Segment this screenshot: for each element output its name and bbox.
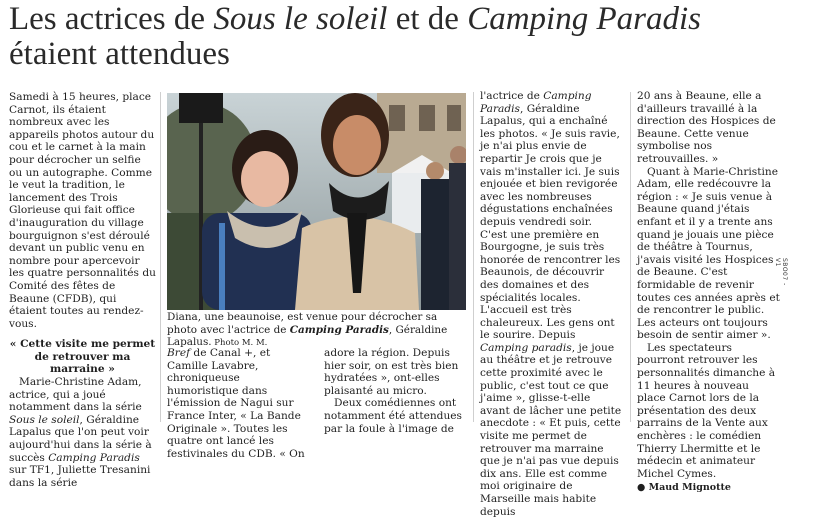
column-divider: [630, 92, 631, 422]
paragraph: Quant à Marie-Christine Adam, elle redécouvre la région : « Je suis venue à Beaune quand j'étais enfant et il y a trente ans quand je jouais une pièce de théâtre à Tournus, j'avais visité les Hospices de Beaune. C'est formidable de revenir toutes ces années après et de rencontrer le public. Les acteurs ont toujours besoin de sentir aimer ».: [637, 165, 780, 342]
headline-show-title: Camping Paradis: [467, 1, 701, 37]
column-divider: [473, 92, 474, 422]
article-column-5: [637, 90, 780, 495]
paragraph: 20 ans à Beaune, elle a d'ailleurs travaillé à la direction des Hospices de Beaune. Cette venue symbolise nos retrouvailles. »: [637, 90, 776, 165]
headline-text: Les actrices de: [9, 1, 214, 37]
article-column-2: [167, 347, 310, 460]
photo-credit: Photo M. M.: [211, 338, 268, 349]
paragraph: Les spectateurs pourront retrouver les personnalités dimanche à 11 heures à nouveau place Carnot lors de la présentation des deux parrains de la Vente aux enchères : le comédien Thierry Lhermitte et le médecin et animateur Michel Cymes.: [637, 341, 776, 480]
paragraph: l'actrice de Camping Paradis, Géraldine Lapalus, qui a enchaîné les photos. « Je suis ravie, je n'ai plus envie de repartir Je crois que je vais m'installer ici. Je suis enjouée et bien revigorée avec les nombreuses dégustations enchaînées depuis vendredi soir. C'est une première en Bourgogne, je suis très honorée de rencontrer les Beaunois, de découvrir des domaines et des spécialités locales. L'accueil est très chaleureux. Les gens ont le sourire. Depuis Camping paradis, je joue au théâtre et je retrouve cette proximité avec le public, c'est tout ce que j'aime », glisse-t-elle avant de lâcher une petite anecdote : « Et puis, cette visite me permet de retrouver ma marraine que je n'ai pas vue depuis dix ans. Elle est comme moi originaire de Marseille mais habite depuis: [480, 90, 622, 518]
paragraph: Deux comédiennes ont notamment été attendues par la foule à l'image de: [324, 397, 462, 435]
article-column-1: [9, 91, 156, 489]
headline-show-title: Sous le soleil: [213, 1, 388, 37]
article-photo: [167, 93, 466, 310]
column-divider: [160, 92, 161, 422]
paragraph: Bref de Canal +, et Camille Lavabre, chroniqueuse humoristique dans l'émission de Nagui sur France Inter, « La Bande Originale ». Toutes les quatre ont lancé les festivinales du CDB. « On: [167, 347, 305, 460]
article-column-4: [480, 90, 622, 518]
paragraph: Marie-Christine Adam, actrice, qui a joué notamment dans la série Sous le soleil, Géraldine Lapalus que l'on peut voir aujourd'hui dans la série à succès Camping Paradis sur TF1, Juliette Tresanini dans la série: [9, 376, 152, 489]
headline-text: étaient attendues: [9, 36, 230, 72]
paragraph: adore la région. Depuis hier soir, on est très bien hydratées », ont-elles plaisanté au micro.: [324, 347, 459, 397]
headline-text: et de: [387, 1, 468, 37]
page-code: SBO07 - V1: [774, 258, 788, 286]
paragraph: Samedi à 15 heures, place Carnot, ils étaient nombreux avec les appareils photos autour du cou et le carnet à la main pour décrocher un selfie ou un autographe. Comme le veut la tradition, le lancement des Trois Glorieuse qui fait office d'inauguration du village bourguignon s'est déroulé devant un public venu en nombre pour apercevoir les quatre personnalités du Comité des fêtes de Beaune (CFDB), qui étaient toutes au rendez-vous.: [9, 91, 156, 330]
photo-caption: Diana, une beaunoise, est venue pour décrocher sa photo avec l'actrice de Camping Paradis, Géraldine Lapalus. Photo M. M.: [167, 311, 448, 349]
author-signature: ● Maud Mignotte: [637, 482, 731, 494]
article-column-3: [324, 347, 468, 435]
headline: [9, 2, 809, 72]
subheading: « Cette visite me permet de retrouver ma marraine »: [9, 338, 156, 376]
